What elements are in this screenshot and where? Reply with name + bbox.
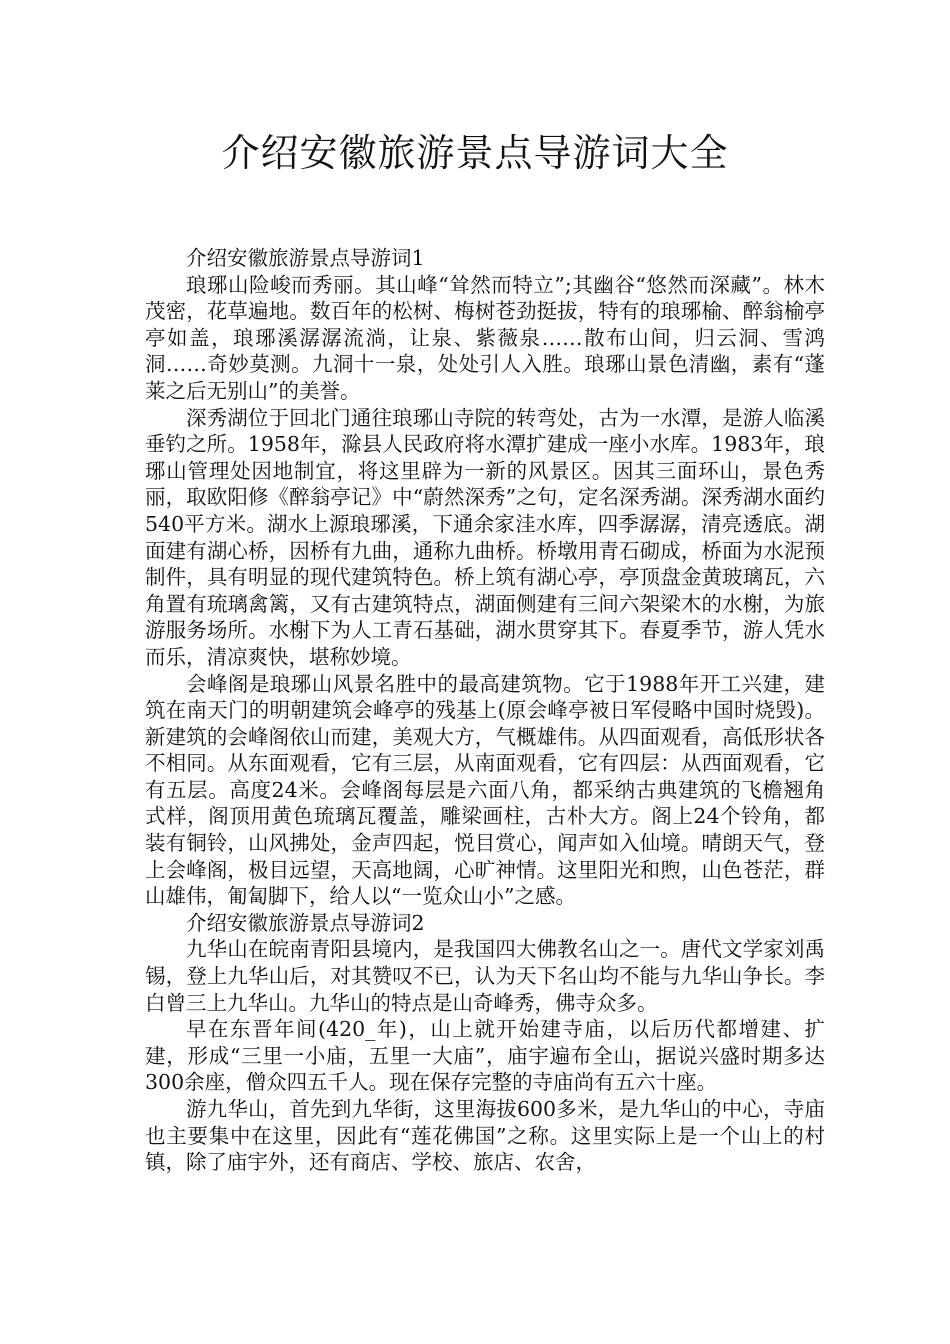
paragraph: 会峰阁是琅琊山风景名胜中的最高建筑物。它于1988年开工兴建，建筑在南天门的明朝建筑会峰亭的残基上(原会峰亭被日军侵略中国时烧毁)。新建筑的会峰阁依山而建，美观大方，气概雄伟。从四面观看，高低形状各不相同。从东面观看，它有三层，从南面观看，它有四层：从西面观看，它有五层。高度24米。会峰阁每层是六面八角，都采纳古典建筑的飞檐翘角式样，阁顶用黄色琉璃瓦覆盖，雕梁画柱，古朴大方。阁上24个铃角，都装有铜铃，山风拂处，金声四起，悦目赏心，闻声如入仙境。晴朗天气，登上会峰阁，极目远望，天高地阔，心旷神情。这里阳光和煦，山色苍茫，群山雄伟，匍匐脚下，给人以“一览众山小”之感。 [145, 671, 825, 909]
document-body [145, 245, 825, 1176]
paragraph: 游九华山，首先到九华街，这里海拔600多米，是九华山的中心，寺庙也主要集中在这里，因此有“莲花佛国”之称。这里实际上是一个山上的村镇，除了庙宇外，还有商店、学校、旅店、农舍， [145, 1097, 825, 1175]
document-title: 介绍安徽旅游景点导游词大全 [221, 131, 729, 175]
paragraph: 九华山在皖南青阳县境内，是我国四大佛教名山之一。唐代文学家刘禹锡，登上九华山后，对其赞叹不已，认为天下名山均不能与九华山争长。李白曾三上九华山。九华山的特点是山奇峰秀，佛寺众多。 [145, 937, 825, 1015]
paragraph: 琅琊山险峻而秀丽。其山峰“耸然而特立”;其幽谷“悠然而深藏”。林木茂密，花草遍地。数百年的松树、梅树苍劲挺拔，特有的琅琊榆、醉翁榆亭亭如盖，琅琊溪潺潺流淌，让泉、紫薇泉……散布山间，归云洞、雪鸿洞……奇妙莫测。九洞十一泉，处处引人入胜。琅琊山景色清幽，素有“蓬莱之后无别山”的美誉。 [145, 272, 825, 403]
paragraph: 深秀湖位于回北门通往琅琊山寺院的转弯处，古为一水潭，是游人临溪垂钓之所。1958年，滁县人民政府将水潭扩建成一座小水库。1983年，琅琊山管理处因地制宜，将这里辟为一新的风景区。因其三面环山，景色秀丽，取欧阳修《醉翁亭记》中“蔚然深秀”之句，定名深秀湖。深秀湖水面约540平方米。湖水上源琅琊溪，下通余家洼水库，四季潺潺，清亮透底。湖面建有湖心桥，因桥有九曲，通称九曲桥。桥墩用青石砌成，桥面为水泥预制件，具有明显的现代建筑特色。桥上筑有湖心亭，亭顶盘金黄玻璃瓦，六角置有琉璃禽篱，又有古建筑特点，湖面侧建有三间六架梁木的水榭，为旅游服务场所。水榭下为人工青石基础，湖水贯穿其下。春夏季节，游人凭水而乐，清凉爽快，堪称妙境。 [145, 405, 825, 669]
section-heading: 介绍安徽旅游景点导游词2 [186, 910, 425, 935]
section-heading: 介绍安徽旅游景点导游词1 [186, 246, 425, 270]
paragraph: 早在东晋年间(420_年)，山上就开始建寺庙，以后历代都增建、扩建，形成“三里一小庙，五里一大庙”，庙宇遍布全山，据说兴盛时期多达300余座，僧众四五千人。现在保存完整的寺庙尚有五六十座。 [145, 1017, 825, 1095]
